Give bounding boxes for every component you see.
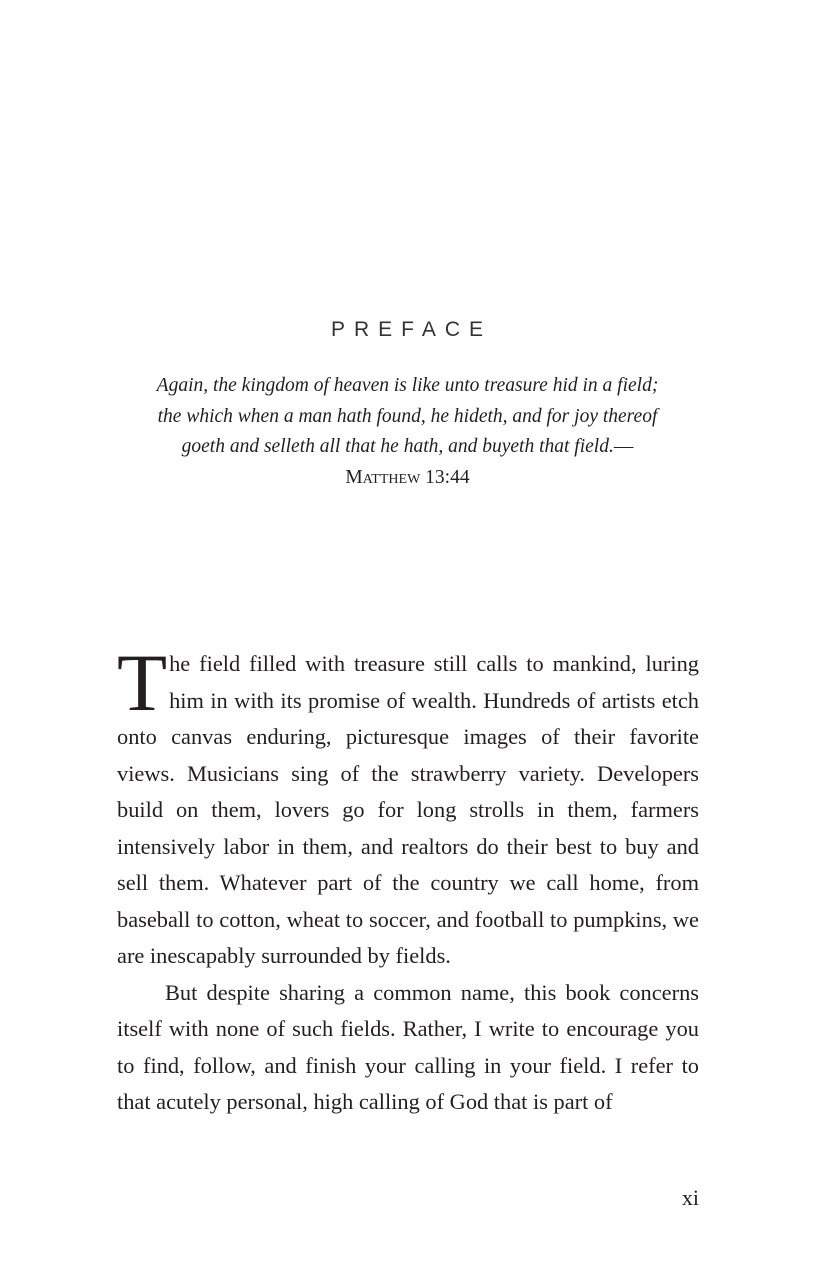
paragraph: The field filled with treasure still calls to mankind, luring him in with its promise of wealth. Hundreds of artists etch onto canvas enduring, picturesque images of their favorite views. Musicians sing of the strawberry variety. Developers build on them, lovers go for long strolls in them, farmers intensively labor in them, and realtors do their best to buy and sell them. Whatever part of the country we call home, from baseball to cotton, wheat to soccer, and football to pumpkins, we are inescapably surrounded by fields. bbox=[117, 637, 699, 968]
body-text bbox=[117, 637, 699, 1121]
chapter-heading: PREFACE bbox=[330, 318, 493, 341]
epigraph-attribution: —Matthew 13:44 bbox=[345, 436, 634, 488]
epigraph bbox=[150, 371, 665, 493]
epigraph-text: Again, the kingdom of heaven is like unto treasure hid in a field; the which when a man hath found, he hideth, and for joy thereof goeth and selleth all that he hath, and buyeth that field. bbox=[156, 375, 659, 457]
paragraph: But despite sharing a common name, this book concerns itself with none of such fields. Rather, I write to encourage you to find, follow, and finish your calling in your field. I refer to that acutely personal, high calling of God that is part of bbox=[117, 979, 699, 1114]
page-number: xi bbox=[681, 1185, 699, 1210]
